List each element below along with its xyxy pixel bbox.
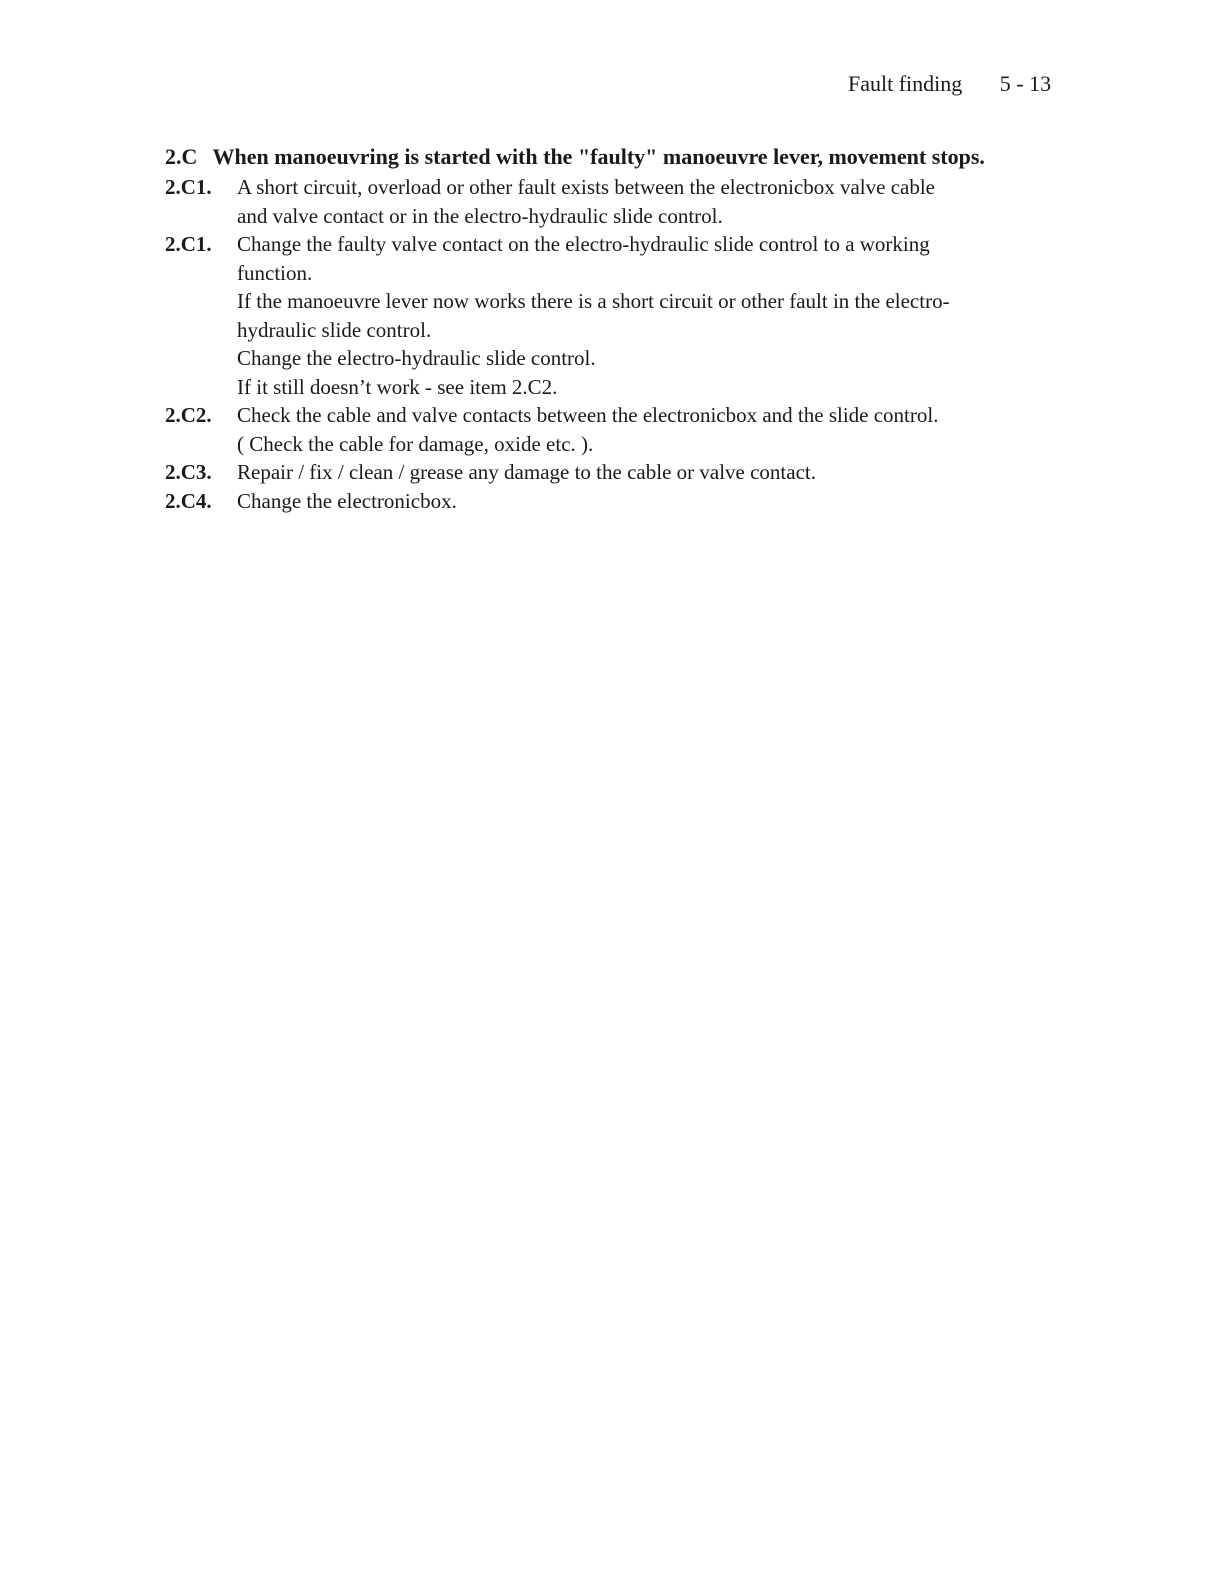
item-line: A short circuit, overload or other fault exists between the electronicbox valve cable — [237, 175, 935, 199]
item-number: 2.C4. — [165, 488, 212, 513]
section-heading — [165, 143, 1065, 171]
document-body — [165, 143, 1065, 515]
item-line: ( Check the cable for damage, oxide etc. ). — [237, 431, 594, 456]
section-number: 2.C — [165, 144, 198, 169]
item-line: Check the cable and valve contacts between the electronicbox and the slide control. — [237, 403, 939, 427]
item-number: 2.C3. — [165, 460, 212, 484]
list-item — [165, 173, 1065, 230]
item-number: 2.C2. — [165, 403, 212, 427]
item-body — [237, 230, 1065, 401]
item-line: function. — [237, 260, 313, 285]
section-title: When manoeuvring is started with the "faulty" manoeuvre lever, movement stops. — [212, 144, 985, 169]
item-line: If it still doesn’t work - see item 2.C2. — [237, 374, 558, 399]
item-body — [237, 487, 1065, 516]
item-line: and valve contact or in the electro-hydraulic slide control. — [237, 203, 723, 228]
page-header — [848, 70, 1078, 98]
item-number: 2.C1. — [165, 175, 212, 199]
item-line: Repair / fix / clean / grease any damage to the cable or valve contact. — [237, 460, 816, 484]
list-item — [165, 230, 1065, 401]
item-line: Change the electronicbox. — [237, 488, 457, 513]
item-number: 2.C1. — [165, 232, 212, 256]
list-item — [165, 401, 1065, 458]
header-section-name: Fault finding — [848, 71, 963, 96]
item-line: Change the electro-hydraulic slide control. — [237, 346, 596, 370]
item-body — [237, 458, 1065, 487]
header-page-number: 5 - 13 — [999, 71, 1052, 96]
item-body — [237, 401, 1065, 458]
list-item — [165, 458, 1065, 487]
item-body — [237, 173, 1065, 230]
item-line: Change the faulty valve contact on the electro-hydraulic slide control to a working — [237, 232, 930, 256]
list-item — [165, 487, 1065, 516]
item-line: If the manoeuvre lever now works there is a short circuit or other fault in the electro- — [237, 289, 950, 313]
item-line: hydraulic slide control. — [237, 317, 432, 342]
